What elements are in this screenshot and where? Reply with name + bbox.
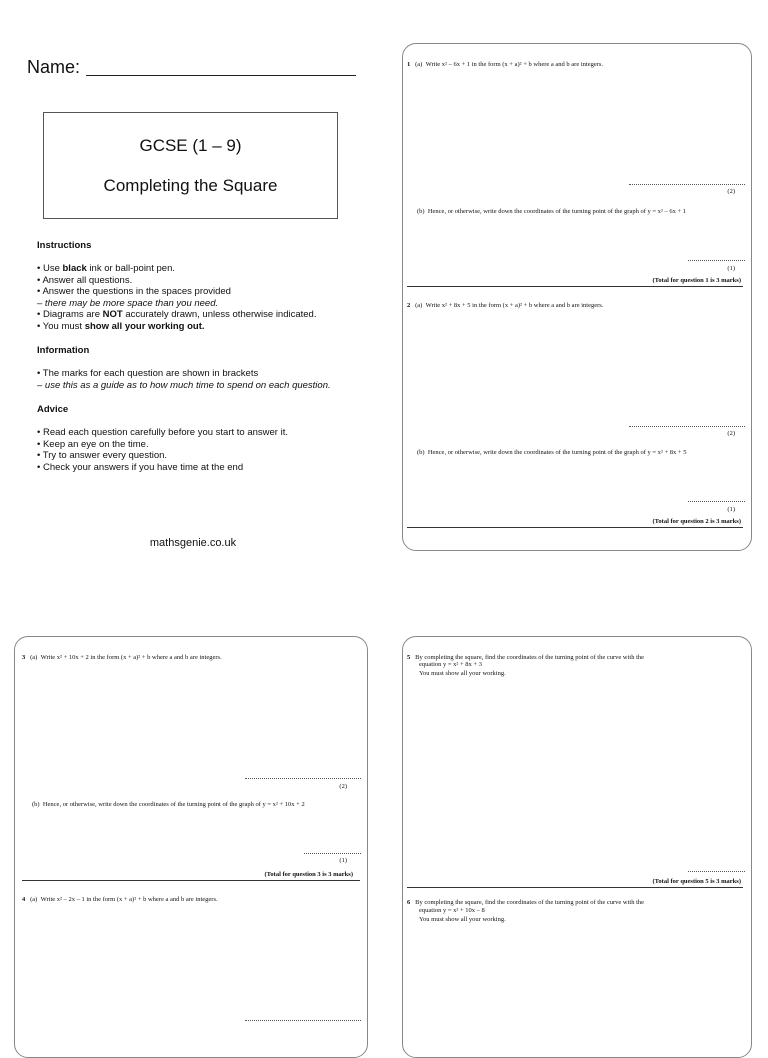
q3-divider <box>22 880 360 881</box>
title-box <box>43 112 338 219</box>
q5-total: (Total for question 5 is 3 marks) <box>652 878 741 885</box>
question-page-1 <box>402 43 752 551</box>
q3a-text: 3 (a) Write x² + 10x + 2 in the form (x + a)² + b where a and b are integers. <box>22 654 222 661</box>
exam-level: GCSE (1 – 9) <box>139 136 242 155</box>
q1a-marks: (2) <box>727 188 735 195</box>
q6-text: 6 By completing the square, find the coordinates of the turning point of the curve with the <box>407 899 645 906</box>
website-footer: mathsgenie.co.uk <box>149 537 237 549</box>
q1a-answer-line[interactable] <box>629 184 745 185</box>
instruction-item: • Answer all questions. <box>37 274 133 286</box>
q3a-marks: (2) <box>339 783 347 790</box>
instruction-item: • Answer the questions in the spaces provided <box>37 286 231 298</box>
q5-divider <box>407 887 743 888</box>
q1a-text: 1 (a) Write x² – 6x + 1 in the form (x + a)² + b where a and b are integers. <box>407 61 604 68</box>
question-page-3 <box>402 636 752 1058</box>
q3a-answer-line[interactable] <box>245 778 361 779</box>
q2a-marks: (2) <box>727 430 735 437</box>
name-line[interactable] <box>86 75 356 76</box>
information-heading: Information <box>37 345 90 356</box>
advice-item: • Read each question carefully before you start to answer it. <box>37 427 288 438</box>
q3b-marks: (1) <box>339 857 347 864</box>
q1-total: (Total for question 1 is 3 marks) <box>652 277 741 284</box>
instructions-heading: Instructions <box>37 240 92 251</box>
information-item: • The marks for each question are shown in brackets <box>37 368 259 379</box>
q1b-marks: (1) <box>727 265 735 272</box>
q5-text: 5 By completing the square, find the coordinates of the turning point of the curve with the <box>407 654 645 661</box>
advice-item: • Keep an eye on the time. <box>37 438 149 450</box>
q5-answer-line[interactable] <box>688 871 745 872</box>
advice-heading: Advice <box>37 404 69 415</box>
name-label: Name: <box>27 57 81 77</box>
q2b-answer-line[interactable] <box>688 501 745 502</box>
information-item: – use this as a guide as to how much time to spend on each question. <box>37 379 331 391</box>
q2a-answer-line[interactable] <box>629 426 745 427</box>
q3b-answer-line[interactable] <box>304 853 361 854</box>
question-page-2 <box>14 636 368 1058</box>
instruction-item: – there may be more space than you need. <box>37 297 219 309</box>
topic-title: Completing the Square <box>103 176 278 195</box>
q3-total: (Total for question 3 is 3 marks) <box>264 871 353 878</box>
advice-item: • Check your answers if you have time at the end <box>37 461 244 473</box>
advice-item: • Try to answer every question. <box>37 450 168 462</box>
instructions-list <box>37 263 377 333</box>
q1b-answer-line[interactable] <box>688 260 745 261</box>
q2-divider <box>407 527 743 528</box>
q2b-text: (b) Hence, or otherwise, write down the coordinates of the turning point of the graph of y = x² + 8x + 5 <box>417 449 687 456</box>
q4a-answer-line[interactable] <box>245 1020 361 1021</box>
instruction-item: • You must show all your working out. <box>37 320 205 332</box>
q1-divider <box>407 286 743 287</box>
q1b-text: (b) Hence, or otherwise, write down the coordinates of the turning point of the graph of y = x² – 6x + 1 <box>417 208 687 215</box>
q4a-text: 4 (a) Write x² – 2x – 1 in the form (x + a)² + b where a and b are integers. <box>22 896 218 903</box>
instruction-item: • Use black ink or ball-point pen. <box>37 263 175 274</box>
q5-working-note: You must show all your working. <box>419 670 506 677</box>
q5-equation: equation y = x² + 8x + 3 <box>419 661 482 668</box>
q6-working-note: You must show all your working. <box>419 916 506 923</box>
q2b-marks: (1) <box>727 506 735 513</box>
information-list <box>37 368 377 391</box>
instruction-item: • Diagrams are NOT accurately drawn, unless otherwise indicated. <box>37 309 317 321</box>
q2a-text: 2 (a) Write x² + 8x + 5 in the form (x + a)² + b where a and b are integers. <box>407 302 604 309</box>
advice-list <box>37 427 377 473</box>
q6-equation: equation y = x² + 10x – 8 <box>419 907 485 914</box>
q2-total: (Total for question 2 is 3 marks) <box>652 518 741 525</box>
q3b-text: (b) Hence, or otherwise, write down the coordinates of the turning point of the graph of y = x² + 10x + 2 <box>32 801 305 808</box>
